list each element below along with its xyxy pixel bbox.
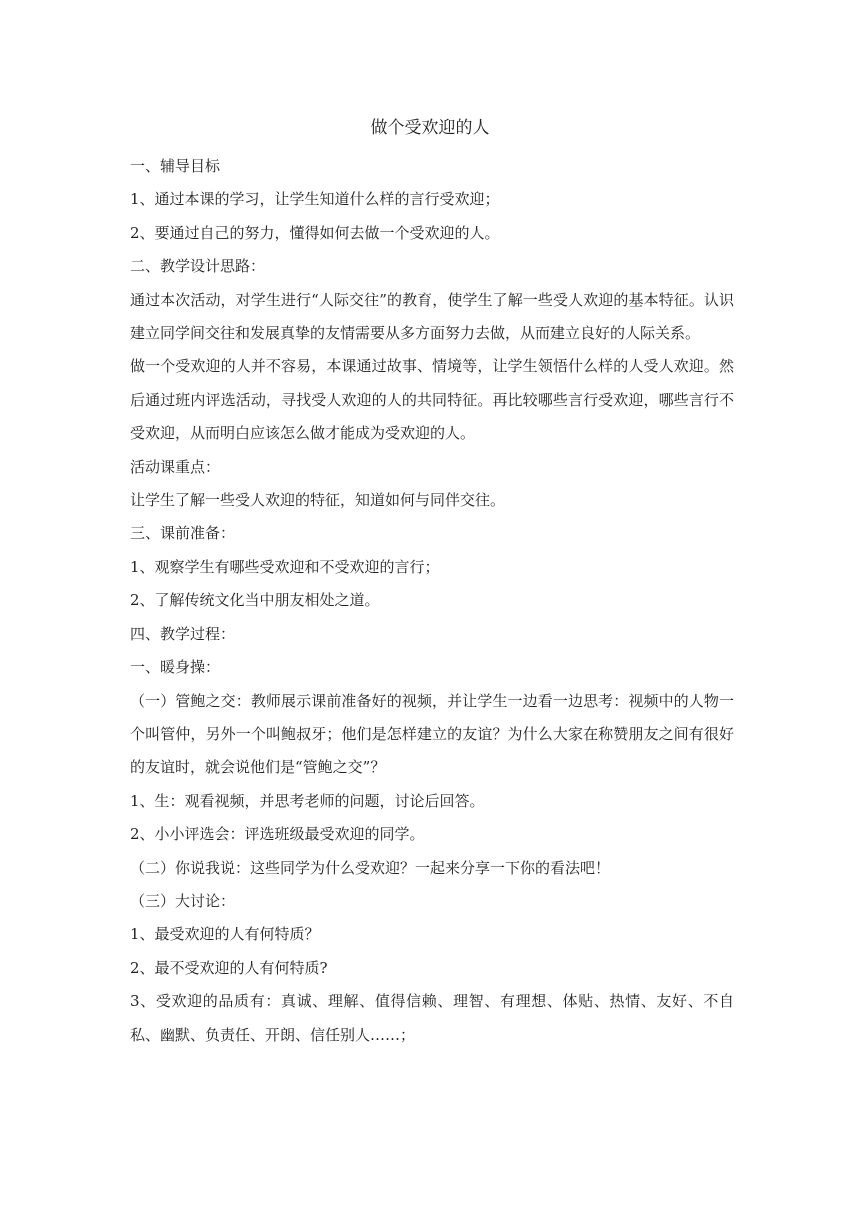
paragraph: 通过本次活动，对学生进行“人际交往”的教育，使学生了解一些受人欢迎的基本特征。认识建立同学间交往和发展真挚的友情需要从多方面努力去做，从而建立良好的人际关系。 [130,290,734,343]
paragraph: 1、生：观看视频，并思考老师的问题，讨论后回答。 [130,791,485,810]
paragraph: 让学生了解一些受人欢迎的特征，知道如何与同伴交往。 [130,491,506,510]
paragraph-heading-focus: 活动课重点： [130,457,221,476]
paragraph: 2、要通过自己的努力，懂得如何去做一个受欢迎的人。 [130,223,500,242]
paragraph: 做一个受欢迎的人并不容易，本课通过故事、情境等，让学生领悟什么样的人受人欢迎。然后通过班内评选活动，寻找受人欢迎的人的共同特征。再比较哪些言行受欢迎，哪些言行不受欢迎，从而明白应该怎么做才能成为受欢迎的人。 [130,357,734,443]
paragraph-heading-goals: 一、辅导目标 [130,157,221,175]
document-body [130,150,734,1052]
paragraph-heading-warmup: 一、暖身操： [130,658,221,677]
paragraph: 1、观察学生有哪些受欢迎和不受欢迎的言行； [130,557,440,576]
paragraph: 1、通过本课的学习，让学生知道什么样的言行受欢迎； [130,190,500,209]
paragraph: 2、了解传统文化当中朋友相处之道。 [130,591,380,610]
paragraph: 3、受欢迎的品质有：真诚、理解、值得信赖、理智、有理想、体贴、热情、友好、不自私、幽默、负责任、开朗、信任别人……； [130,992,734,1044]
paragraph: （一）管鲍之交：教师展示课前准备好的视频，并让学生一边看一边思考：视频中的人物一个叫管仲，另外一个叫鲍叔牙；他们是怎样建立的友谊？为什么大家在称赞朋友之间有很好的友谊时，就会说他们是“管鲍之交”？ [130,691,734,777]
paragraph-heading-preparation: 三、课前准备： [130,524,236,543]
document-title: 做个受欢迎的人 [370,118,490,138]
paragraph-heading-process: 四、教学过程： [130,624,236,643]
paragraph: 1、最受欢迎的人有何特质？ [130,925,320,944]
paragraph-heading-discussion: （三）大讨论： [130,891,236,910]
paragraph: 2、小小评选会：评选班级最受欢迎的同学。 [130,825,425,844]
paragraph: 2、最不受欢迎的人有何特质? [130,958,328,977]
paragraph-heading-design: 二、教学设计思路： [130,257,266,276]
paragraph: （二）你说我说：这些同学为什么受欢迎？一起来分享一下你的看法吧！ [130,858,611,877]
